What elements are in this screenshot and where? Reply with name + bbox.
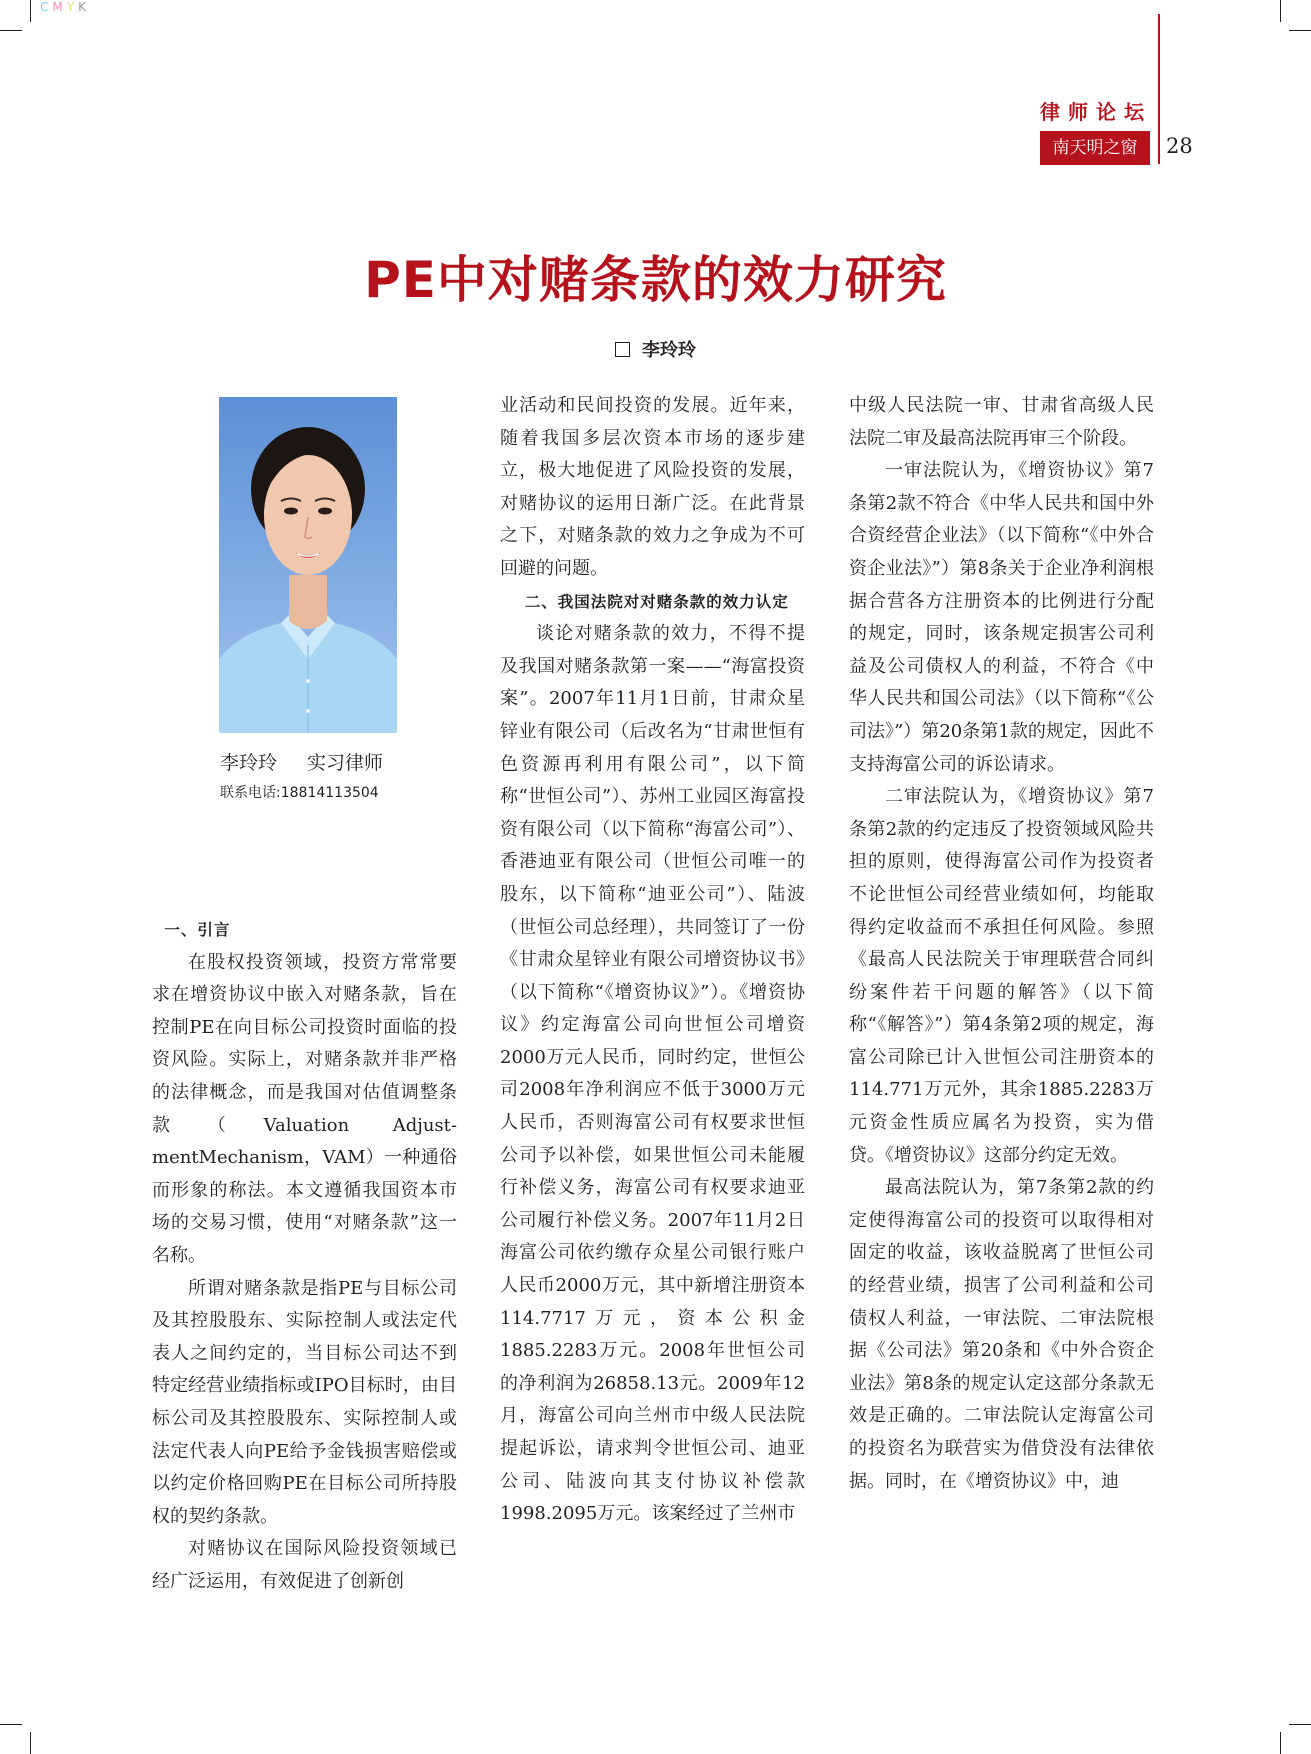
phone-label: 联系电话: [220, 785, 281, 801]
cmyk-letter: K [78, 0, 90, 14]
paragraph: 谈论对赌条款的效力，不得不提及我国对赌条款第一案——“海富投资案”。2007年11月1日前，甘肃众星锌业有限公司（后改名为“甘肃世恒有色资源再利用有限公司”，以下简称“世恒公司”）、苏州工业园区海富投资有限公司（以下简称“海富公司”）、香港迪亚有限公司（世恒公司唯一的股东，以下简称“迪亚公司”）、陆波（世恒公司总经理），共同签订了一份《甘肃众星锌业有限公司增资协议书》（以下简称“《增资协议》”）。《增资协议》约定海富公司向世恒公司增资2000万元人民币，同时约定，世恒公司2008年净利润应不低于3000万元人民币，否则海富公司有权要求世恒公司予以补偿，如果世恒公司未能履行补偿义务，海富公司有权要求迪亚公司履行补偿义务。2007年11月2日海富公司依约缴存众星公司银行账户人民币2000万元，其中新增注册资本114.7717万元，资本公积金1885.2283万元。2008年世恒公司的净利润为26858.13元。2009年12月，海富公司向兰州市中级人民法院提起诉讼，请求判令世恒公司、迪亚公司、陆波向其支付协议补偿款1998.2095万元。该案经过了兰州市 [500, 623, 805, 1525]
cmyk-letter: Y [66, 0, 79, 14]
crop-mark [0, 1724, 22, 1725]
body-column-3 [849, 390, 1154, 1498]
paragraph: 在股权投资领域，投资方常常要求在增资协议中嵌入对赌条款，旨在控制PE在向目标公司投资时面临的投资风险。实际上，对赌条款并非严格的法律概念，而是我国对估值调整条款（Valuation Adjust-mentMechanism，VAM）一种通俗而形象的称法。本文遵循我国资本市场的交易习惯，使用“对赌条款”这一名称。 [152, 951, 457, 1266]
paragraph: 二审法院认为，《增资协议》第7条第2款的约定违反了投资领域风险共担的原则，使得海富公司作为投资者不论世恒公司经营业绩如何，均能取得约定收益而不承担任何风险。参照《最高人民法院关于审理联营合同纠纷案件若干问题的解答》（以下简称“《解答》”）第4条第2项的规定，海富公司除已计入世恒公司注册资本的114.771万元外，其余1885.2283万元资金性质应属名为投资，实为借贷。《增资协议》这部分约定无效。 [849, 786, 1154, 1166]
section-heading: 二、我国法院对对赌条款的效力认定 [524, 592, 789, 611]
byline-box-icon [615, 342, 630, 357]
body-column-1 [152, 914, 457, 1598]
crop-mark [1289, 1724, 1311, 1725]
header-vertical-rule [1158, 14, 1160, 164]
author-name: 李玲玲 [642, 340, 696, 361]
column-tag: 南天明之窗 [1040, 131, 1150, 165]
crop-mark [0, 30, 22, 31]
byline [0, 336, 1311, 362]
cmyk-letter: M [52, 0, 67, 14]
phone-number: 18814113504 [280, 785, 379, 801]
paragraph: 最高法院认为，第7条第2款的约定使得海富公司的投资可以取得相对固定的收益，该收益脱离了世恒公司的经营业绩，损害了公司利益和公司债权人利益，一审法院、二审法院根据《公司法》第20条和《中外合资企业法》第8条的规定认定这部分条款无效是正确的。二审法院认定海富公司的投资名为联营实为借贷没有法律依据。同时，在《增资协议》中，迪 [849, 1177, 1154, 1492]
paragraph: 业活动和民间投资的发展。近年来，随着我国多层次资本市场的逐步建立，极大地促进了风险投资的发展，对赌协议的运用日渐广泛。在此背景之下，对赌条款的效力之争成为不可回避的问题。 [500, 395, 805, 579]
author-caption [220, 748, 383, 775]
cmyk-color-bar [40, 0, 90, 14]
article-title: PE中对赌条款的效力研究 [364, 251, 947, 309]
paragraph: 对赌协议在国际风险投资领域已经广泛运用，有效促进了创新创 [152, 1538, 457, 1592]
author-photo [219, 397, 397, 733]
portrait-illustration [219, 397, 397, 733]
crop-mark [30, 1732, 31, 1754]
cmyk-letter: C [40, 0, 53, 14]
crop-mark [30, 0, 31, 22]
author-card-name: 李玲玲 [220, 752, 278, 774]
crop-mark [1280, 0, 1281, 22]
paragraph: 中级人民法院一审、甘肃省高级人民法院二审及最高法院再审三个阶段。 [849, 395, 1154, 449]
page-number: 28 [1166, 134, 1193, 158]
section-heading: 一、引言 [164, 921, 231, 939]
crop-mark [1280, 1732, 1281, 1754]
author-phone [220, 782, 379, 802]
crop-mark [1289, 30, 1311, 31]
author-card-role: 实习律师 [307, 752, 384, 774]
body-column-2 [500, 390, 805, 1531]
paragraph: 所谓对赌条款是指PE与目标公司及其控股股东、实际控制人或法定代表人之间约定的，当目标公司达不到特定经营业绩指标或IPO目标时，由目标公司及其控股股东、实际控制人或法定代表人向PE给予金钱损害赔偿或以约定价格回购PE在目标公司所持股权的契约条款。 [152, 1277, 457, 1527]
section-title: 律师论坛 [1040, 100, 1152, 124]
paragraph: 一审法院认为，《增资协议》第7条第2款不符合《中华人民共和国中外合资经营企业法》（以下简称“《中外合资企业法》”）第8条关于企业净利润根据合营各方注册资本的比例进行分配的规定，同时，该条规定损害公司利益及公司债权人的利益，不符合《中华人民共和国公司法》（以下简称“《公司法》”）第20条第1款的规定，因此不支持海富公司的诉讼请求。 [849, 460, 1154, 775]
